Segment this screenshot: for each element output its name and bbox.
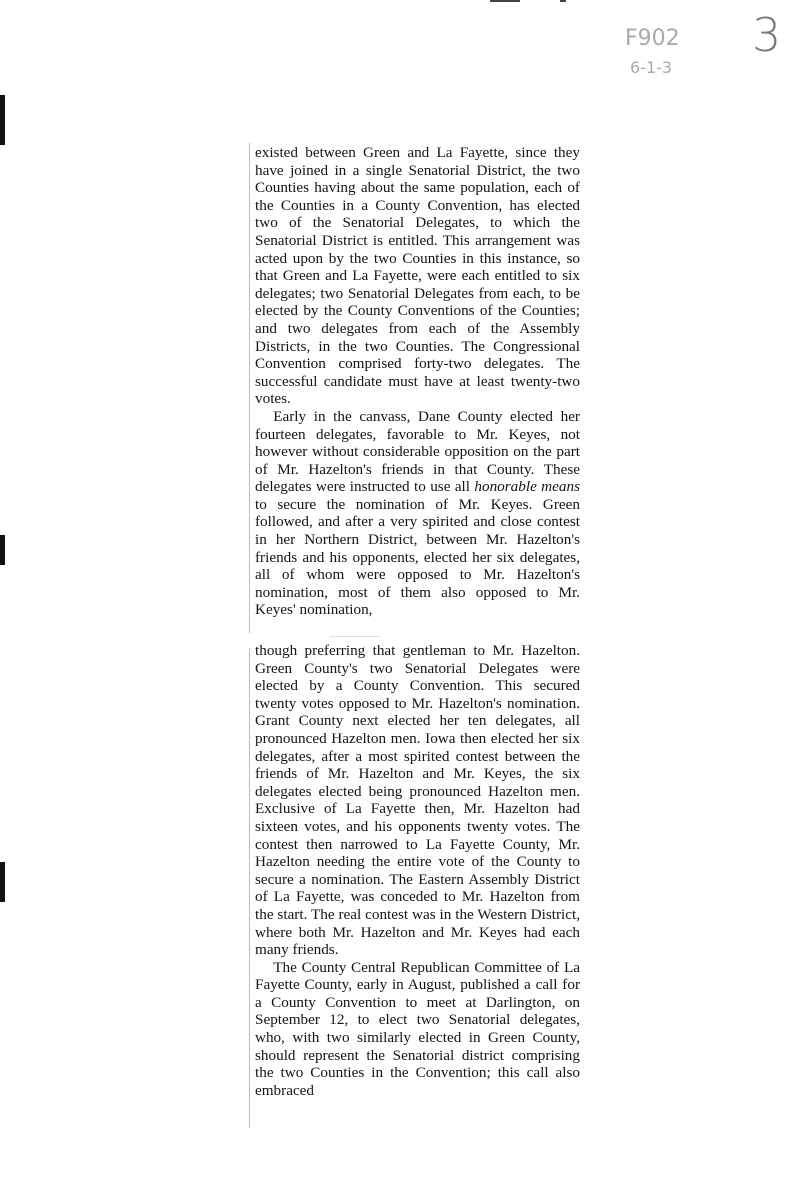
emphasis-text: honorable means — [474, 478, 580, 496]
article-column-lower — [255, 642, 580, 1099]
scan-left-edge — [0, 0, 12, 1200]
article-column-upper — [255, 144, 580, 619]
scan-edge-mark — [0, 535, 5, 565]
scan-top-mark — [560, 0, 566, 2]
article-paragraph — [255, 408, 580, 619]
handwritten-catalog-note-2: 6-1-3 — [630, 58, 673, 77]
clipping-divider — [330, 636, 380, 637]
page-number: 3 — [752, 8, 782, 62]
article-paragraph: The County Central Republican Committee of La Fayette County, early in August, published a call for a County Convention to meet at Darlington, on September 12, to elect two Senatorial delegates, who, with two similarly elected in Green County, should represent the Senatorial district comprising the two Counties in the Convention; this call also embraced — [255, 958, 580, 1099]
article-text-upper — [255, 144, 580, 619]
scan-edge-mark — [0, 862, 5, 902]
column-rule — [249, 143, 250, 633]
handwritten-catalog-note: F902 — [625, 26, 680, 51]
column-rule — [249, 648, 250, 1128]
scan-edge-mark — [0, 95, 5, 145]
article-paragraph: though preferring that gentleman to Mr. Hazelton. Green County's two Senatorial Delegates were elected by a County Convention. This secured twenty votes opposed to Mr. Hazelton's nomination. Grant County next elected her ten delegates, all pronounced Hazelton men. Iowa then elected her six delegates, after a most spirited contest between the friends of Mr. Hazelton and Mr. Keyes, the six delegates elected being pronounced Hazelton men. Exclusive of La Fayette then, Mr. Hazelton had sixteen votes, and his opponents twenty votes. The contest then narrowed to La Fayette County, Mr. Hazelton needing the entire vote of the County to secure a nomination. The Eastern Assembly District of La Fayette, was conceded to Mr. Hazelton from the start. The real contest was in the Western District, where both Mr. Hazelton and Mr. Keyes had each many friends. — [255, 642, 580, 959]
article-paragraph: existed between Green and La Fayette, since they have joined in a single Senatorial District, the two Counties having about the same population, each of the Counties in a County Convention, has elected two of the Senatorial Delegates, to which the Senatorial District is entitled. This arrangement was acted upon by the two Counties in this instance, so that Green and La Fayette, were each entitled to six delegates; two Senatorial Delegates from each, to be elected by the County Conventions of the Counties; and two delegates from each of the Assembly Districts, in the two Counties. The Congressional Convention comprised forty-two delegates. The successful candidate must have at least twenty-two votes. — [255, 144, 580, 408]
article-text-lower — [255, 642, 580, 1099]
article-text-span: Early in the canvass, Dane County elected her fourteen delegates, favorable to Mr. Keyes, not however without considerable opposition on the part of Mr. Hazelton's friends in that County. These delegates were instructed to use all — [255, 407, 580, 496]
article-text-span: to secure the nomination of Mr. Keyes. Green followed, and after a very spirited and close contest in her Northern District, between Mr. Hazelton's friends and his opponents, elected her six delegates, all of whom were opposed to Mr. Hazelton's nomination, most of them also opposed to Mr. Keyes' nomination, — [255, 495, 580, 619]
scan-top-mark — [490, 0, 520, 2]
